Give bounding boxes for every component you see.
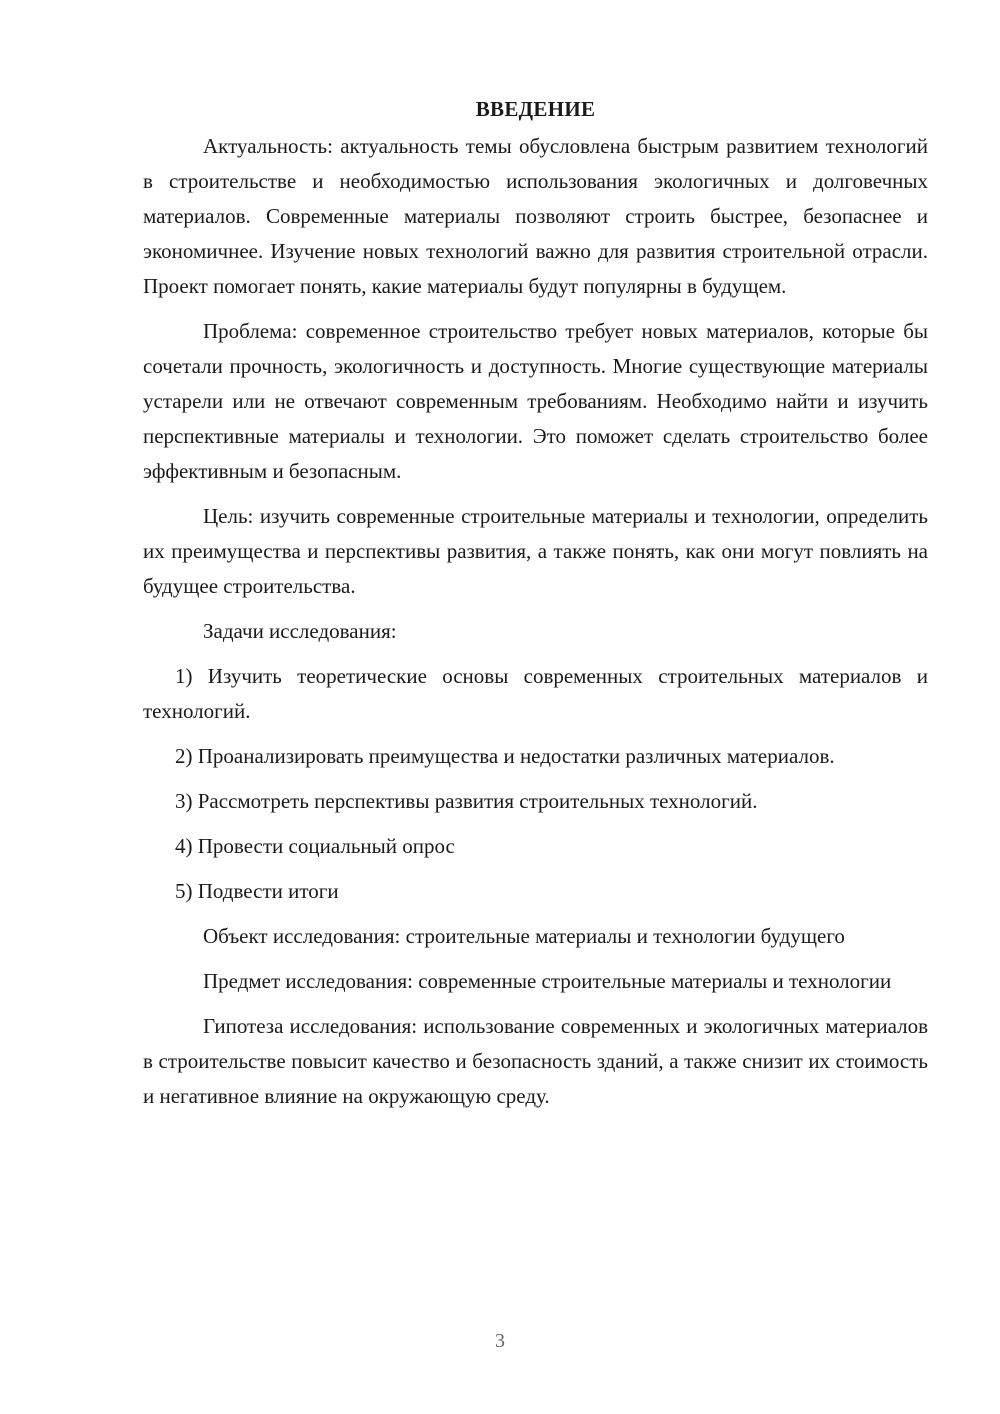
task-item-5: 5) Подвести итоги — [175, 879, 339, 903]
page-number: 3 — [495, 1330, 505, 1352]
paragraph-subject: Предмет исследования: современные строительные материалы и технологии — [203, 969, 892, 993]
task-item-3: 3) Рассмотреть перспективы развития строительных технологий. — [175, 789, 758, 813]
paragraph-object: Объект исследования: строительные материалы и технологии будущего — [203, 924, 845, 948]
section-title: ВВЕДЕНИЕ — [475, 97, 596, 121]
paragraph-relevance: Актуальность: актуальность темы обусловлена быстрым развитием технологий в строительстве и необходимостью использования экологичных и долговечных материалов. Современные материалы позволяют строить быстрее, безопаснее и экономичнее. Изучение новых технологий важно для развития строительной отрасли. Проект помогает понять, какие материалы будут популярны в будущем. — [143, 134, 928, 298]
tasks-heading: Задачи исследования: — [203, 619, 397, 643]
task-item-2: 2) Проанализировать преимущества и недостатки различных материалов. — [175, 744, 835, 768]
task-item-4: 4) Провести социальный опрос — [175, 834, 455, 858]
paragraph-hypothesis: Гипотеза исследования: использование современных и экологичных материалов в строительстве повысит качество и безопасность зданий, а также снизит их стоимость и негативное влияние на окружающую среду. — [143, 1014, 928, 1108]
paragraph-goal: Цель: изучить современные строительные материалы и технологии, определить их преимущества и перспективы развития, а также понять, как они могут повлиять на будущее строительства. — [143, 504, 928, 598]
task-item-1: 1) Изучить теоретические основы современных строительных материалов и технологий. — [143, 664, 928, 723]
paragraph-problem: Проблема: современное строительство требует новых материалов, которые бы сочетали прочность, экологичность и доступность. Многие существующие материалы устарели или не отвечают современным требованиям. Необходимо найти и изучить перспективные материалы и технологии. Это поможет сделать строительство более эффективным и безопасным. — [143, 319, 928, 483]
document-body — [143, 92, 928, 1124]
